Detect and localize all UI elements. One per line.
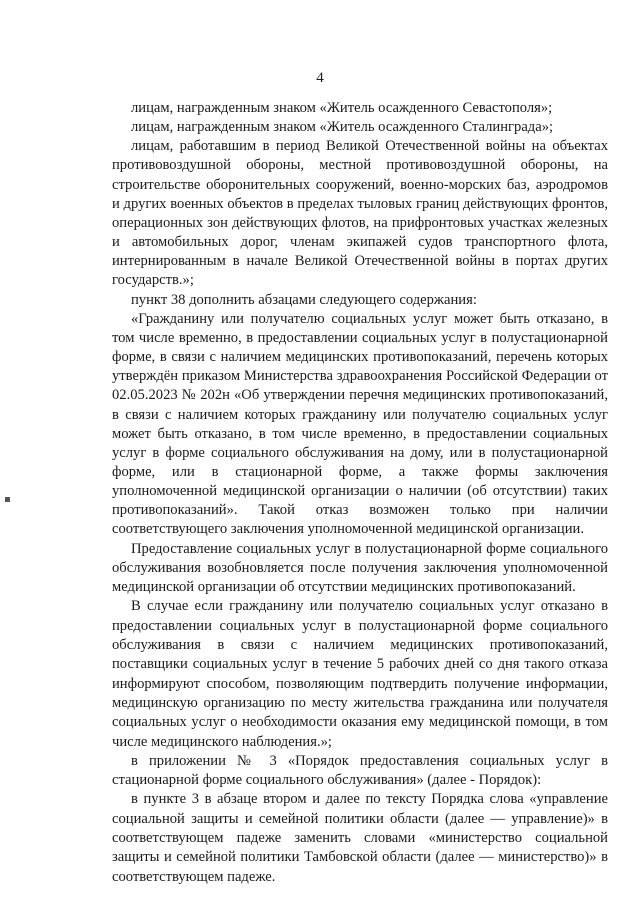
paragraph-wartime-workers: лицам, работавшим в период Великой Отечественной войны на объектах противовоздушной обороны, местной противовоздушной обороны, на строительстве оборонительных сооружений, военно-морских баз, аэродромов и других военных объектов в пределах тыловых границ действующих фронтов, операционных зон действующих флотов, на прифронтовых участках железных и автомобильных дорог, членам экипажей судов транспортного флота, интернированным в начале Великой Отечественной войны в портах других государств.»;: [112, 138, 608, 289]
paragraph-notification: В случае если гражданину или получателю социальных услуг отказано в предоставлении социальных услуг в полустационарной форме социального обслуживания в связи с наличием медицинских противопоказаний, поставщики социальных услуг в течение 5 рабочих дней со дня такого отказа информируют способом, позволяющим подтвердить получение информации, медицинскую организацию по месту жительства гражданина или получателя социальных услуг о необходимости оказания ему медицинской помощи, в том числе медицинского наблюдения.»;: [112, 598, 608, 750]
paragraph-resumption: Предоставление социальных услуг в полустационарной форме социального обслуживания возобновляется после получения заключения уполномоченной медицинской организации об отсутствии медицинских противопоказаний.: [112, 540, 608, 596]
scan-mark: [5, 497, 10, 502]
paragraph-appendix-3: в приложении № 3 «Порядок предоставления социальных услуг в стационарной форме социального обслуживания» (далее - Порядок):: [112, 752, 608, 789]
document-body: [112, 99, 608, 887]
paragraph-stalingrad: лицам, награжденным знаком «Житель осажденного Сталинграда»;: [131, 119, 554, 136]
paragraph-sevastopol: лицам, награжденным знаком «Житель осажденного Севастополя»;: [131, 100, 553, 116]
paragraph-item-3-replacement: в пункте 3 в абзаце втором и далее по тексту Порядка слова «управление социальной защиты и семейной политики области (далее — управление)» в соответствующем падеже заменить словами «министерство социальной защиты и семейной политики Тамбовской области (далее — министерство)» в соответствующем падеже.: [112, 791, 608, 885]
paragraph-item-38: пункт 38 дополнить абзацами следующего содержания:: [131, 291, 477, 308]
paragraph-refusal-grounds: «Гражданину или получателю социальных услуг может быть отказано, в том числе временно, в предоставлении социальных услуг в полустационарной форме, в связи с наличием медицинских противопоказаний, перечень которых утверждён приказом Министерства здравоохранения Российской Федерации от 02.05.2023 № 202н «Об утверждении перечня медицинских противопоказаний, в связи с наличием которых гражданину или получателю социальных услуг может быть отказано, в том числе временно, в предоставлении социальных услуг в форме социального обслуживания на дому, или в полустационарной форме, или в стационарной форме, а также формы заключения уполномоченной медицинской организации о наличии (об отсутствии) таких противопоказаний». Такой отказ возможен только при наличии соответствующего заключения уполномоченной медицинской организации.: [112, 310, 608, 538]
page-number: 4: [316, 70, 324, 86]
